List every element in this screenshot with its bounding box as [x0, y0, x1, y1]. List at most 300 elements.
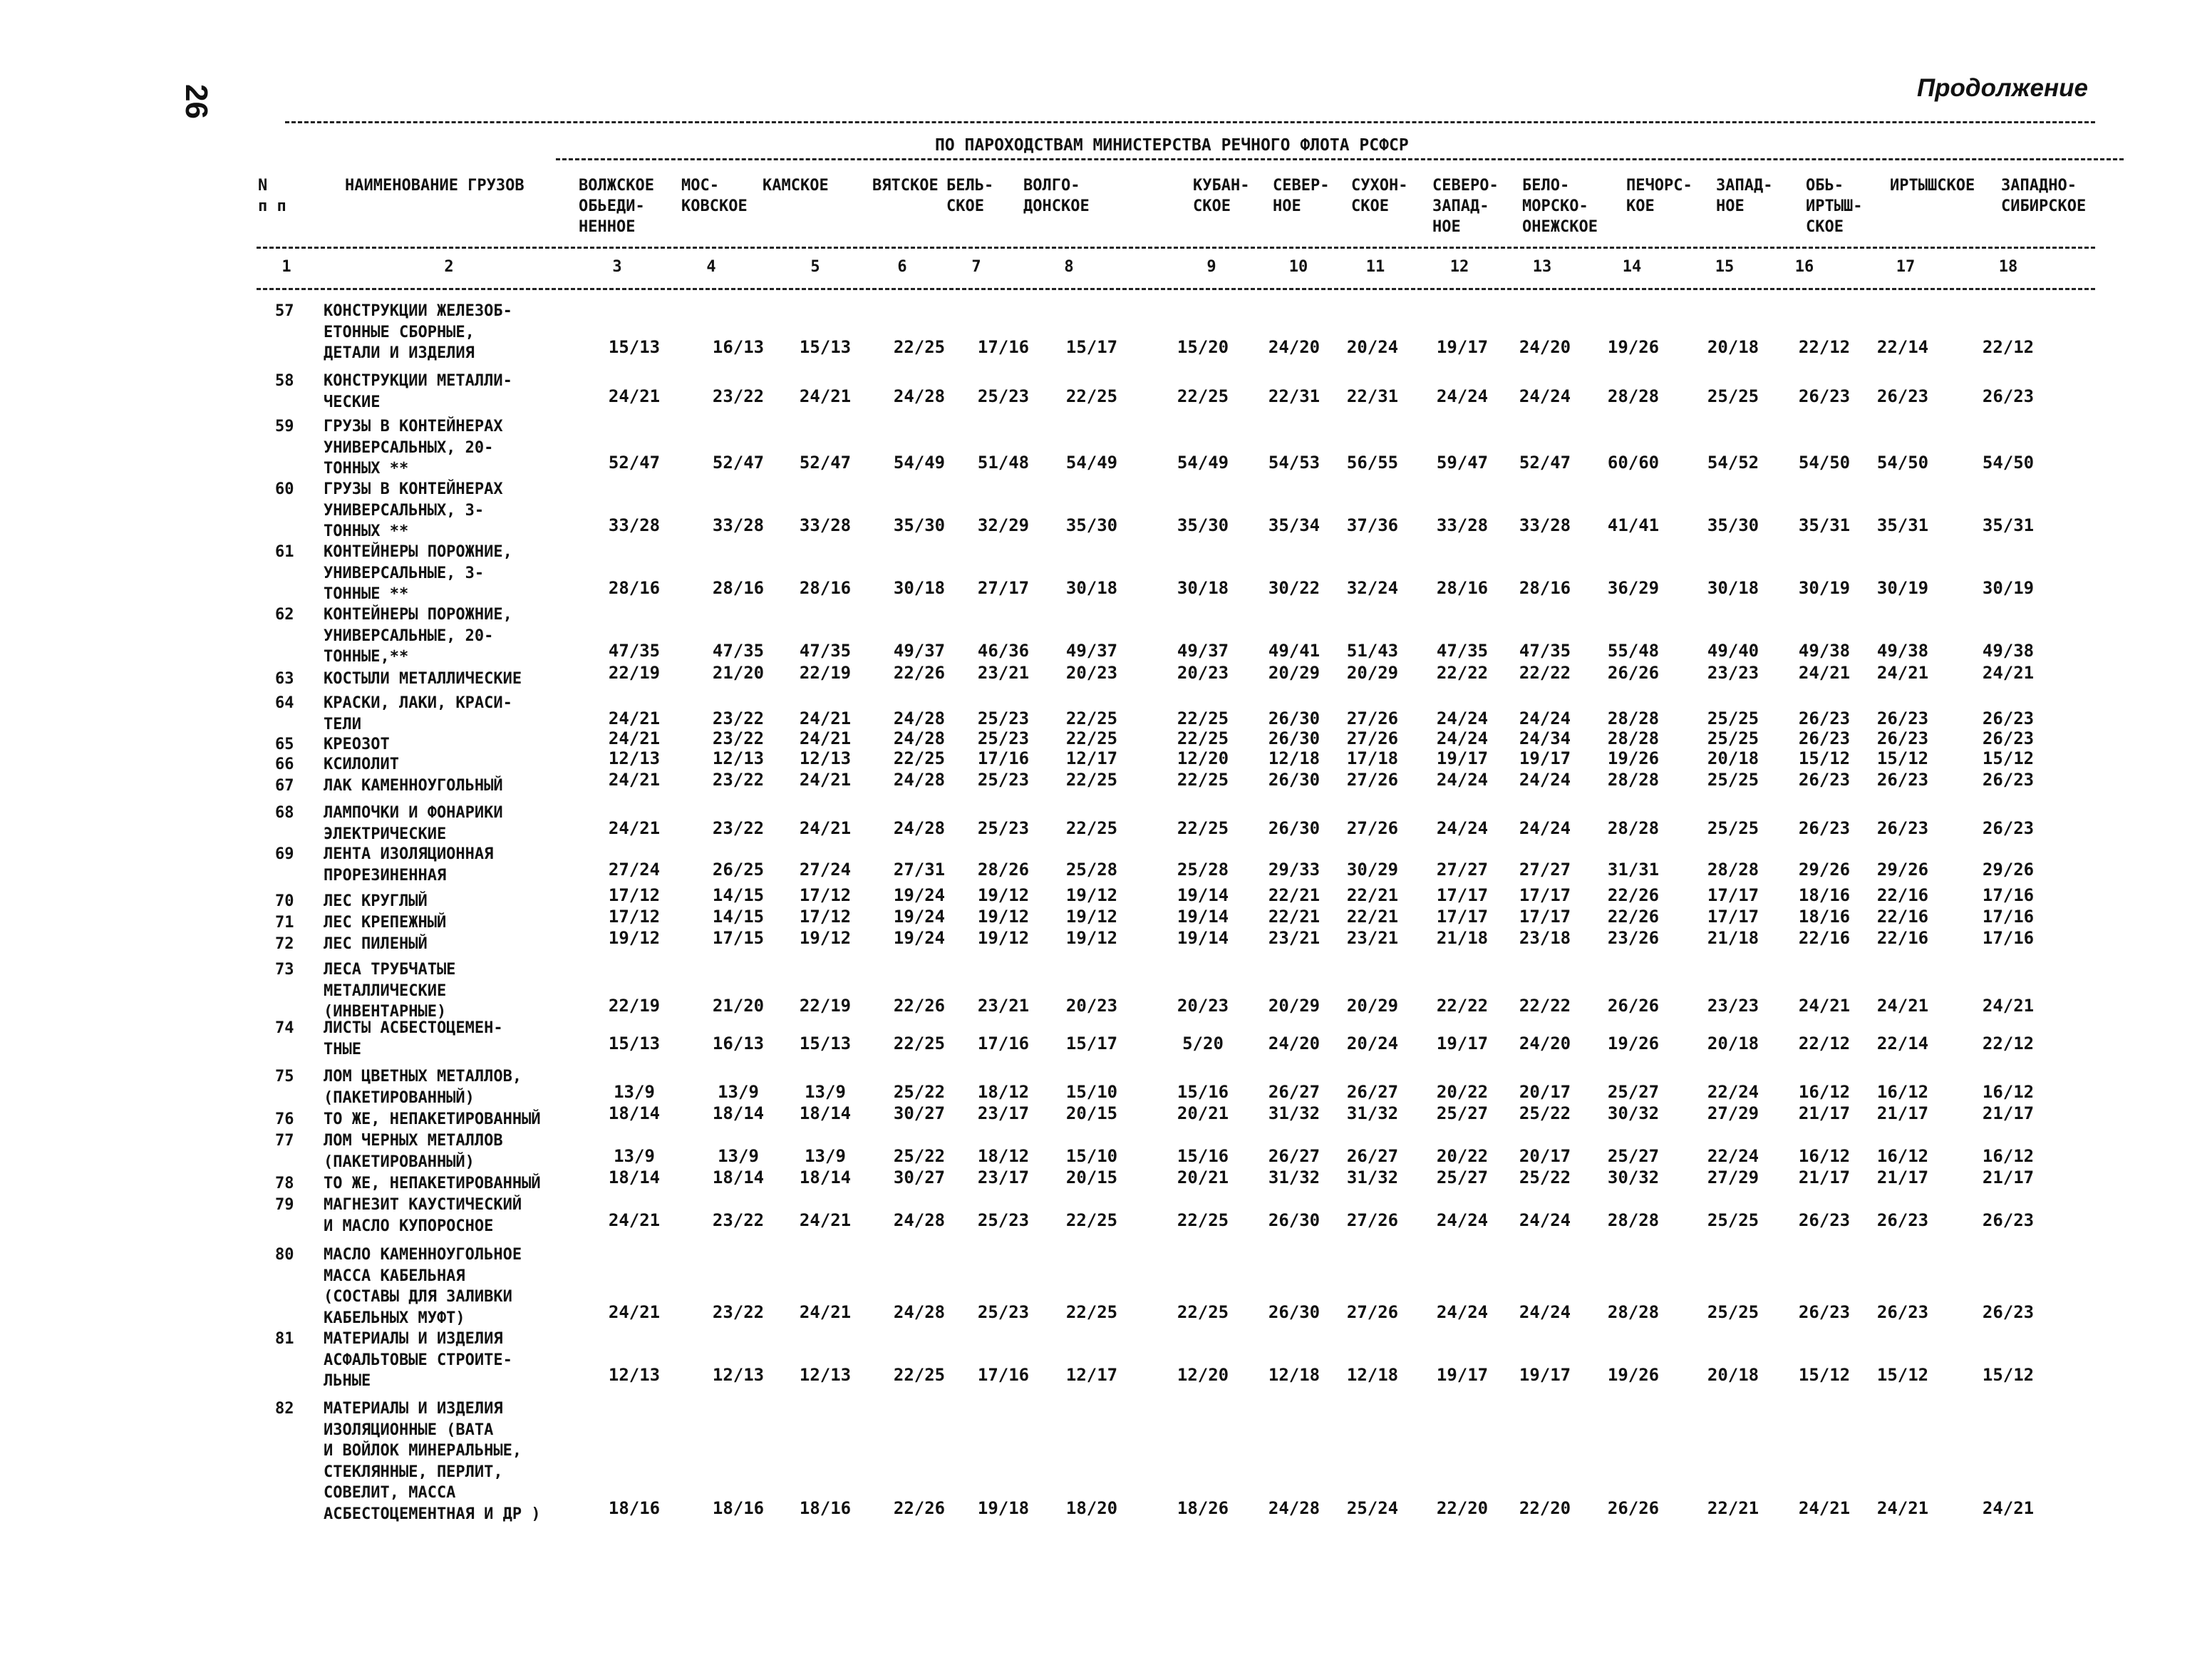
column-header: БЕЛЬ- СКОЕ: [946, 177, 994, 215]
table-cell: 24/21: [1982, 996, 2035, 1016]
table-cell: 15/12: [1982, 1365, 2035, 1385]
table-cell: 24/34: [1519, 728, 1571, 748]
table-cell: 24/28: [893, 728, 946, 748]
table-cell: 13/9: [718, 1081, 759, 1102]
table-cell: 26/23: [1876, 1210, 1929, 1230]
cargo-name: МАГНЕЗИТ КАУСТИЧЕСКИЙ И МАСЛО КУПОРОСНОЕ: [324, 1196, 522, 1235]
table-cell: 24/21: [1982, 663, 2035, 683]
table-cell: 23/17: [977, 1103, 1030, 1123]
table-cell: 24/24: [1519, 770, 1571, 790]
table-cell: 30/29: [1346, 859, 1399, 880]
table-cell: 29/33: [1268, 859, 1321, 880]
table-cell: 20/24: [1346, 1033, 1399, 1053]
table-cell: 17/17: [1436, 907, 1489, 927]
table-cell: 26/23: [1876, 728, 1929, 748]
table-cell: 15/12: [1982, 748, 2035, 768]
table-cell: 24/24: [1519, 708, 1571, 728]
table-cell: 13/9: [614, 1145, 655, 1166]
table-cell: 13/9: [614, 1081, 655, 1102]
table-cell: 22/25: [1065, 728, 1118, 748]
table-cell: 47/35: [799, 641, 852, 661]
table-cell: 55/48: [1607, 641, 1660, 661]
table-cell: 30/18: [1177, 578, 1229, 598]
table-cell: 22/22: [1436, 996, 1489, 1016]
table-cell: 54/49: [1177, 453, 1229, 473]
cargo-name: КОНТЕЙНЕРЫ ПОРОЖНИЕ, УНИВЕРСАЛЬНЫЕ, 20- ТОННЫЕ,**: [324, 606, 512, 666]
table-cell: 26/27: [1346, 1081, 1399, 1102]
table-cell: 35/31: [1798, 515, 1851, 535]
table-cell: 26/23: [1982, 386, 2035, 406]
table-cell: 16/12: [1876, 1145, 1929, 1166]
column-number: 16: [1794, 258, 1814, 276]
table-cell: 12/18: [1346, 1365, 1399, 1385]
table-cell: 17/12: [608, 907, 661, 927]
table-cell: 17/12: [799, 907, 852, 927]
table-cell: 24/20: [1519, 337, 1571, 357]
table-cell: 24/28: [893, 708, 946, 728]
table-cell: 22/25: [1177, 1301, 1229, 1322]
table-cell: 21/20: [712, 663, 765, 683]
table-cell: 25/27: [1436, 1103, 1489, 1123]
table-cell: 19/14: [1177, 885, 1229, 905]
table-cell: 24/28: [1268, 1498, 1321, 1518]
table-cell: 24/21: [608, 770, 661, 790]
table-cell: 22/12: [1982, 1033, 2035, 1053]
table-cell: 19/17: [1436, 1033, 1489, 1053]
table-cell: 28/26: [977, 859, 1030, 880]
table-cell: 14/15: [712, 907, 765, 927]
table-cell: 12/13: [608, 1365, 661, 1385]
table-cell: 20/18: [1707, 748, 1759, 768]
table-cell: 19/24: [893, 907, 946, 927]
table-cell: 12/13: [799, 748, 852, 768]
column-number: 11: [1365, 258, 1385, 276]
cargo-name: ЛИСТЫ АСБЕСТОЦЕМЕН- ТНЫЕ: [324, 1019, 503, 1058]
table-cell: 25/27: [1607, 1145, 1660, 1166]
table-cell: 19/24: [893, 885, 946, 905]
table-cell: 24/28: [893, 770, 946, 790]
column-number: 10: [1288, 258, 1308, 276]
table-cell: 29/26: [1876, 859, 1929, 880]
table-cell: 28/28: [1607, 728, 1660, 748]
table-cell: 33/28: [799, 515, 852, 535]
table-cell: 23/18: [1519, 928, 1571, 948]
table-cell: 25/25: [1707, 708, 1759, 728]
column-header: ВОЛГО- ДОНСКОЕ: [1023, 177, 1090, 215]
table-cell: 25/25: [1707, 1210, 1759, 1230]
table-cell: 19/12: [1065, 885, 1118, 905]
table-cell: 17/16: [977, 748, 1030, 768]
table-cell: 22/25: [1177, 708, 1229, 728]
table-cell: 24/28: [893, 1210, 946, 1230]
table-cell: 21/17: [1982, 1167, 2035, 1187]
table-cell: 22/26: [893, 1498, 946, 1518]
table-cell: 22/25: [1065, 386, 1118, 406]
table-cell: 19/12: [1065, 907, 1118, 927]
table-cell: 26/23: [1982, 770, 2035, 790]
table-cell: 26/25: [712, 859, 765, 880]
table-cell: 17/16: [1982, 907, 2035, 927]
table-cell: 27/26: [1346, 770, 1399, 790]
table-cell: 30/18: [1707, 578, 1759, 598]
table-cell: 12/17: [1065, 1365, 1118, 1385]
column-number: 18: [1998, 258, 2018, 276]
table-cell: 25/24: [1346, 1498, 1399, 1518]
table-cell: 19/14: [1177, 907, 1229, 927]
table-cell: 25/23: [977, 386, 1030, 406]
table-cell: 22/25: [893, 1033, 946, 1053]
row-number: 59: [275, 418, 294, 435]
table-cell: 49/37: [1065, 641, 1118, 661]
column-number: 12: [1449, 258, 1469, 276]
table-cell: 17/16: [977, 337, 1030, 357]
column-header: КАМСКОЕ: [763, 177, 829, 195]
table-cell: 21/17: [1876, 1103, 1929, 1123]
table-cell: 18/16: [1798, 885, 1851, 905]
table-cell: 54/49: [1065, 453, 1118, 473]
table-cell: 25/28: [1177, 859, 1229, 880]
cargo-name: ЛЕСА ТРУБЧАТЫЕ МЕТАЛЛИЧЕСКИЕ (ИНВЕНТАРНЫЕ): [324, 961, 456, 1021]
table-cell: 49/38: [1876, 641, 1929, 661]
table-cell: 31/32: [1268, 1167, 1321, 1187]
table-cell: 24/21: [1876, 663, 1929, 683]
table-cell: 20/29: [1346, 663, 1399, 683]
table-cell: 22/14: [1876, 1033, 1929, 1053]
table-cell: 35/31: [1876, 515, 1929, 535]
table-cell: 13/9: [718, 1145, 759, 1166]
table-cell: 49/37: [893, 641, 946, 661]
table-cell: 15/12: [1876, 748, 1929, 768]
table-cell: 49/37: [1177, 641, 1229, 661]
table-cell: 22/24: [1707, 1081, 1759, 1102]
table-cell: 17/18: [1346, 748, 1399, 768]
table-cell: 23/22: [712, 770, 765, 790]
table-cell: 22/25: [893, 1365, 946, 1385]
table-cell: 21/18: [1436, 928, 1489, 948]
table-cell: 24/24: [1436, 770, 1489, 790]
top-rule: [285, 121, 2095, 123]
table-cell: 26/27: [1346, 1145, 1399, 1166]
table-cell: 20/22: [1436, 1145, 1489, 1166]
column-number: 9: [1206, 258, 1216, 276]
cargo-name: МАТЕРИАЛЫ И ИЗДЕЛИЯ АСФАЛЬТОВЫЕ СТРОИТЕ- ЛЬНЫЕ: [324, 1330, 512, 1390]
table-cell: 16/12: [1798, 1145, 1851, 1166]
table-cell: 22/25: [1065, 818, 1118, 838]
cargo-name: КОНТЕЙНЕРЫ ПОРОЖНИЕ, УНИВЕРСАЛЬНЫЕ, 3- ТОННЫЕ **: [324, 543, 512, 603]
table-cell: 23/22: [712, 386, 765, 406]
table-cell: 17/17: [1707, 885, 1759, 905]
cargo-name: ЛЕС ПИЛЕНЫЙ: [324, 935, 428, 953]
table-cell: 26/27: [1268, 1145, 1321, 1166]
table-cell: 25/23: [977, 708, 1030, 728]
table-cell: 18/14: [608, 1167, 661, 1187]
table-cell: 28/28: [1707, 859, 1759, 880]
row-number: 61: [275, 543, 294, 561]
table-cell: 22/14: [1876, 337, 1929, 357]
table-cell: 15/13: [799, 1033, 852, 1053]
table-cell: 24/21: [799, 1301, 852, 1322]
table-cell: 18/16: [712, 1498, 765, 1518]
table-cell: 19/12: [977, 928, 1030, 948]
row-number: 79: [275, 1196, 294, 1214]
table-cell: 22/21: [1268, 907, 1321, 927]
table-cell: 17/17: [1707, 907, 1759, 927]
table-cell: 19/26: [1607, 748, 1660, 768]
table-cell: 33/28: [712, 515, 765, 535]
column-header: КУБАН- СКОЕ: [1193, 177, 1250, 215]
table-cell: 20/15: [1065, 1103, 1118, 1123]
table-cell: 23/21: [1346, 928, 1399, 948]
table-cell: 35/30: [1707, 515, 1759, 535]
table-cell: 29/26: [1798, 859, 1851, 880]
table-cell: 27/27: [1519, 859, 1571, 880]
table-cell: 28/28: [1607, 770, 1660, 790]
table-cell: 26/30: [1268, 770, 1321, 790]
table-cell: 18/12: [977, 1081, 1030, 1102]
table-cell: 26/23: [1876, 708, 1929, 728]
column-number: 13: [1532, 258, 1552, 276]
table-cell: 20/24: [1346, 337, 1399, 357]
column-number: 5: [810, 258, 820, 276]
table-cell: 59/47: [1436, 453, 1489, 473]
table-cell: 12/20: [1177, 748, 1229, 768]
table-cell: 26/23: [1798, 770, 1851, 790]
row-number: 75: [275, 1068, 294, 1086]
table-cell: 19/26: [1607, 1365, 1660, 1385]
row-number: 68: [275, 804, 294, 822]
table-cell: 20/15: [1065, 1167, 1118, 1187]
column-number: 2: [444, 258, 454, 276]
table-cell: 24/21: [1798, 996, 1851, 1016]
table-cell: 24/24: [1519, 1301, 1571, 1322]
table-cell: 16/12: [1876, 1081, 1929, 1102]
table-cell: 23/22: [712, 728, 765, 748]
table-cell: 15/13: [799, 337, 852, 357]
table-cell: 54/53: [1268, 453, 1321, 473]
table-cell: 26/23: [1798, 1210, 1851, 1230]
table-cell: 22/25: [1177, 728, 1229, 748]
colnum-rule-bottom: [257, 288, 2095, 290]
table-cell: 27/24: [799, 859, 852, 880]
table-cell: 28/16: [712, 578, 765, 598]
table-cell: 18/14: [608, 1103, 661, 1123]
column-header: ЗАПАДНО- СИБИРСКОЕ: [2001, 177, 2087, 215]
column-header: ВЯТСКОЕ: [872, 177, 939, 195]
table-cell: 30/27: [893, 1167, 946, 1187]
table-cell: 23/17: [977, 1167, 1030, 1187]
table-cell: 22/19: [799, 663, 852, 683]
table-cell: 24/21: [799, 818, 852, 838]
cargo-name: МАСЛО КАМЕННОУГОЛЬНОЕ МАССА КАБЕЛЬНАЯ (СОСТАВЫ ДЛЯ ЗАЛИВКИ КАБЕЛЬНЫХ МУФТ): [324, 1246, 522, 1327]
column-number: 14: [1622, 258, 1642, 276]
table-cell: 12/13: [608, 748, 661, 768]
table-cell: 30/18: [1065, 578, 1118, 598]
column-header: СЕВЕР- НОЕ: [1273, 177, 1330, 215]
cargo-name: ТО ЖЕ, НЕПАКЕТИРОВАННЫЙ: [324, 1110, 541, 1128]
table-cell: 24/21: [608, 1210, 661, 1230]
table-cell: 24/21: [799, 708, 852, 728]
table-cell: 37/36: [1346, 515, 1399, 535]
column-header: БЕЛО- МОРСКО- ОНЕЖСКОЕ: [1522, 177, 1598, 236]
table-cell: 22/22: [1519, 996, 1571, 1016]
cargo-name: КРАСКИ, ЛАКИ, КРАСИ- ТЕЛИ: [324, 694, 512, 733]
table-cell: 21/17: [1982, 1103, 2035, 1123]
table-cell: 30/19: [1876, 578, 1929, 598]
row-number: 82: [275, 1400, 294, 1418]
table-cell: 30/19: [1982, 578, 2035, 598]
table-cell: 47/35: [1436, 641, 1489, 661]
cargo-name: КОНСТРУКЦИИ ЖЕЛЕЗОБ- ЕТОННЫЕ СБОРНЫЕ, ДЕТАЛИ И ИЗДЕЛИЯ: [324, 302, 512, 362]
row-number: 62: [275, 606, 294, 624]
table-cell: 24/24: [1436, 708, 1489, 728]
table-cell: 54/52: [1707, 453, 1759, 473]
table-cell: 22/25: [1177, 386, 1229, 406]
table-cell: 26/23: [1982, 708, 2035, 728]
table-cell: 22/21: [1707, 1498, 1759, 1518]
row-number: 71: [275, 914, 294, 932]
table-cell: 24/21: [608, 708, 661, 728]
table-cell: 49/38: [1982, 641, 2035, 661]
table-cell: 49/38: [1798, 641, 1851, 661]
table-cell: 21/17: [1876, 1167, 1929, 1187]
table-cell: 26/23: [1982, 728, 2035, 748]
table-cell: 35/31: [1982, 515, 2035, 535]
table-cell: 46/36: [977, 641, 1030, 661]
table-cell: 25/23: [977, 728, 1030, 748]
table-cell: 27/31: [893, 859, 946, 880]
table-cell: 27/26: [1346, 1301, 1399, 1322]
table-cell: 26/26: [1607, 996, 1660, 1016]
table-cell: 24/21: [799, 770, 852, 790]
table-cell: 12/13: [712, 1365, 765, 1385]
table-cell: 21/17: [1798, 1103, 1851, 1123]
table-cell: 18/20: [1065, 1498, 1118, 1518]
column-number: 3: [612, 258, 622, 276]
table-cell: 60/60: [1607, 453, 1660, 473]
table-cell: 19/17: [1519, 1365, 1571, 1385]
table-cell: 18/16: [608, 1498, 661, 1518]
cargo-name: ТО ЖЕ, НЕПАКЕТИРОВАННЫЙ: [324, 1175, 541, 1192]
table-cell: 30/18: [893, 578, 946, 598]
table-cell: 31/32: [1346, 1103, 1399, 1123]
row-number: 78: [275, 1175, 294, 1192]
table-cell: 22/26: [1607, 885, 1660, 905]
column-header: СУХОН- СКОЕ: [1351, 177, 1408, 215]
row-number: 70: [275, 892, 294, 910]
table-cell: 15/17: [1065, 1033, 1118, 1053]
table-cell: 22/26: [1607, 907, 1660, 927]
table-cell: 27/26: [1346, 818, 1399, 838]
table-cell: 27/27: [1436, 859, 1489, 880]
column-header: НАИМЕНОВАНИЕ ГРУЗОВ: [345, 177, 524, 195]
table-cell: 28/28: [1607, 818, 1660, 838]
table-cell: 28/28: [1607, 386, 1660, 406]
table-cell: 22/25: [1065, 1301, 1118, 1322]
table-cell: 32/29: [977, 515, 1030, 535]
table-cell: 28/28: [1607, 1210, 1660, 1230]
table-cell: 23/21: [977, 996, 1030, 1016]
table-cell: 54/50: [1876, 453, 1929, 473]
table-cell: 26/30: [1268, 818, 1321, 838]
table-cell: 30/32: [1607, 1167, 1660, 1187]
table-cell: 25/22: [1519, 1103, 1571, 1123]
table-cell: 24/21: [608, 1301, 661, 1322]
table-cell: 15/10: [1065, 1081, 1118, 1102]
table-cell: 22/31: [1346, 386, 1399, 406]
table-cell: 47/35: [712, 641, 765, 661]
table-cell: 35/30: [1065, 515, 1118, 535]
table-cell: 20/23: [1065, 663, 1118, 683]
table-cell: 15/12: [1798, 1365, 1851, 1385]
table-cell: 26/23: [1876, 1301, 1929, 1322]
table-cell: 26/23: [1798, 1301, 1851, 1322]
table-cell: 19/17: [1436, 337, 1489, 357]
table-cell: 24/24: [1519, 386, 1571, 406]
table-cell: 19/24: [893, 928, 946, 948]
table-cell: 26/23: [1876, 818, 1929, 838]
table-cell: 22/25: [893, 337, 946, 357]
table-cell: 20/18: [1707, 1365, 1759, 1385]
table-cell: 22/26: [893, 996, 946, 1016]
table-cell: 26/23: [1982, 1301, 2035, 1322]
table-cell: 27/29: [1707, 1103, 1759, 1123]
table-cell: 17/16: [977, 1365, 1030, 1385]
table-cell: 18/12: [977, 1145, 1030, 1166]
table-cell: 24/21: [1798, 1498, 1851, 1518]
table-cell: 23/26: [1607, 928, 1660, 948]
table-cell: 13/9: [805, 1145, 846, 1166]
row-number: 69: [275, 845, 294, 863]
table-cell: 27/26: [1346, 728, 1399, 748]
table-cell: 19/17: [1436, 748, 1489, 768]
table-cell: 12/18: [1268, 748, 1321, 768]
table-cell: 26/23: [1798, 708, 1851, 728]
table-cell: 15/13: [608, 1033, 661, 1053]
table-cell: 18/16: [799, 1498, 852, 1518]
table-cell: 49/40: [1707, 641, 1759, 661]
row-number: 66: [275, 756, 294, 773]
table-cell: 24/21: [1876, 1498, 1929, 1518]
table-cell: 18/14: [712, 1103, 765, 1123]
table-cell: 15/12: [1876, 1365, 1929, 1385]
table-cell: 20/21: [1177, 1103, 1229, 1123]
table-cell: 22/25: [1065, 770, 1118, 790]
table-cell: 22/19: [608, 996, 661, 1016]
table-cell: 21/18: [1707, 928, 1759, 948]
table-cell: 15/16: [1177, 1145, 1229, 1166]
column-number: 1: [281, 258, 291, 276]
table-cell: 17/12: [799, 885, 852, 905]
table-cell: 22/22: [1519, 663, 1571, 683]
table-cell: 16/12: [1982, 1145, 2035, 1166]
table-cell: 47/35: [1519, 641, 1571, 661]
table-cell: 24/21: [799, 1210, 852, 1230]
table-cell: 24/21: [799, 386, 852, 406]
table-cell: 20/23: [1065, 996, 1118, 1016]
row-number: 72: [275, 935, 294, 953]
table-cell: 26/26: [1607, 1498, 1660, 1518]
table-cell: 23/22: [712, 708, 765, 728]
table-cell: 20/21: [1177, 1167, 1229, 1187]
column-header: N п п: [258, 177, 286, 215]
row-number: 65: [275, 736, 294, 753]
table-cell: 35/30: [893, 515, 946, 535]
table-cell: 33/28: [608, 515, 661, 535]
table-cell: 21/17: [1798, 1167, 1851, 1187]
table-cell: 22/25: [1065, 1210, 1118, 1230]
table-cell: 24/21: [1876, 996, 1929, 1016]
table-cell: 17/17: [1519, 907, 1571, 927]
